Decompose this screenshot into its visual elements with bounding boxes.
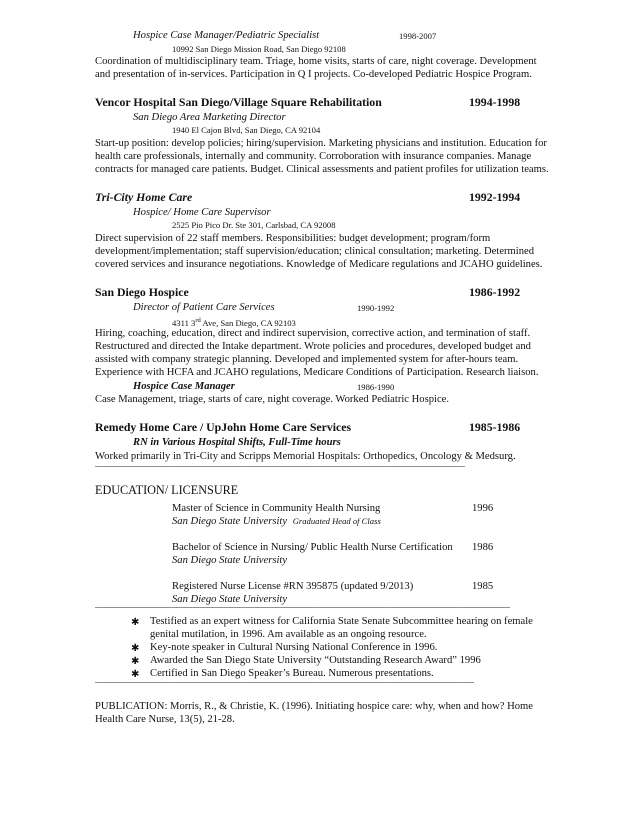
job-desc-line: Experience with HCFA and JCAHO regulations, Medicare Conditions of Participation. Research liaison. [95, 367, 539, 378]
degree-name: Bachelor of Science in Nursing/ Public Health Nurse Certification [172, 542, 453, 553]
degree-year: 1986 [472, 542, 494, 553]
job-desc-line: Direct supervision of 22 staff members. Responsibilities: budget development; program/form [95, 233, 491, 244]
job-title: Hospice Case Manager [133, 381, 235, 392]
company-dates: 1994-1998 [469, 95, 521, 109]
company-name: Remedy Home Care / UpJohn Home Care Services [95, 420, 352, 434]
publication-line: PUBLICATION: Morris, R., & Christie, K. (1996). Initiating hospice care: why, when and how? Home [95, 701, 533, 712]
section-divider: —————————————————————————————————————————————— [95, 602, 509, 613]
degree-year: 1996 [472, 503, 494, 514]
job-desc-line: assisted with company strategic planning. Developed and implemented system for after-hours team. [95, 354, 519, 365]
star-bullet-icon: ✱ [131, 643, 140, 654]
achievement-item: genital mutilation, in 1996. Am available as an ongoing resource. [150, 629, 427, 640]
achievement-item: Awarded the San Diego State University “Outstanding Research Award” 1996 [150, 655, 481, 666]
school-name: San Diego State University [172, 594, 288, 605]
company-name: Vencor Hospital San Diego/Village Square Rehabilitation [95, 95, 382, 109]
job-address: 10992 San Diego Mission Road, San Diego 92108 [172, 44, 346, 54]
company-name: Tri-City Home Care [95, 190, 193, 204]
job-title: Hospice Case Manager/Pediatric Specialist [133, 30, 320, 41]
star-bullet-icon: ✱ [131, 656, 140, 667]
education-heading: EDUCATION/ LICENSURE [95, 483, 239, 497]
school-name: San Diego State University [172, 555, 288, 566]
job-desc-line: Case Management, triage, starts of care, night coverage. Worked Pediatric Hospice. [95, 394, 450, 405]
school-name: San Diego State University Graduated Head of Class [172, 516, 381, 527]
job-desc-line: Restructured and directed the Intake department. Wrote policies and procedures, developed budget and [95, 341, 531, 352]
job-desc-line: development/implementation; staff supervision/education; clinical consultation; marketing. Determined [95, 246, 535, 257]
star-bullet-icon: ✱ [131, 669, 140, 680]
job-address: 1940 El Cajon Blvd, San Diego, CA 92104 [172, 125, 321, 135]
job-dates: 1990-1992 [357, 303, 395, 313]
achievement-item: Key-note speaker in Cultural Nursing National Conference in 1996. [150, 642, 438, 653]
job-desc-line: Start-up position: develop policies; hiring/supervision. Marketing physicians and institution. Education for [95, 138, 547, 149]
job-address: 4311 3rd Ave, San Diego, CA 92103 [172, 317, 296, 328]
job-dates: 1986-1990 [357, 382, 395, 392]
achievement-item: Testified as an expert witness for California State Senate Subcommittee hearing on female [150, 616, 533, 627]
section-divider: —————————————————————————————————————————— [95, 677, 473, 688]
degree-year: 1985 [472, 581, 494, 592]
job-desc-line: Worked primarily in Tri-City and Scripps Memorial Hospitals: Orthopedics, Oncology & Medsurg. [95, 451, 516, 462]
section-divider: ————————————————————————————————————————— [95, 461, 464, 472]
star-bullet-icon: ✱ [131, 617, 140, 628]
company-name: San Diego Hospice [95, 285, 189, 299]
job-title: Director of Patient Care Services [133, 302, 275, 313]
degree-name: Registered Nurse License #RN 395875 (updated 9/2013) [172, 581, 414, 592]
job-desc-line: contracts for managed care patients. Budget. Clinical assessments and patient profiles for utilization teams. [95, 164, 549, 175]
honor-note: Graduated Head of Class [292, 516, 381, 526]
job-title: Hospice/ Home Care Supervisor [133, 207, 271, 218]
job-desc-line: Hiring, coaching, education, direct and indirect supervision, corrective action, and termination of staff. [95, 328, 531, 339]
job-desc-line: and presentation of in-services. Participation in Q I projects. Co-developed Pediatric Hospice Program. [95, 69, 532, 80]
job-dates: 1998-2007 [399, 31, 437, 41]
degree-name: Master of Science in Community Health Nursing [172, 503, 381, 514]
company-dates: 1992-1994 [469, 190, 521, 204]
job-title: RN in Various Hospital Shifts, Full-Time hours [133, 437, 341, 448]
company-dates: 1985-1986 [469, 420, 521, 434]
job-title: San Diego Area Marketing Director [133, 112, 286, 123]
job-desc-line: health care professionals, internally and community. Corroboration with insurance companies. Manage [95, 151, 532, 162]
company-dates: 1986-1992 [469, 285, 521, 299]
job-desc-line: Coordination of multidisciplinary team. Triage, home visits, starts of care, night coverage. Development [95, 56, 537, 67]
publication-line: Health Care Nurse, 13(5), 21-28. [95, 714, 235, 725]
job-desc-line: covered services and insurance negotiations. Knowledge of Medicare regulations and JCAHO guidelines. [95, 259, 543, 270]
achievement-item: Certified in San Diego Speaker’s Bureau. Numerous presentations. [150, 668, 434, 679]
job-address: 2525 Pio Pico Dr. Ste 301, Carlsbad, CA 92008 [172, 220, 336, 230]
